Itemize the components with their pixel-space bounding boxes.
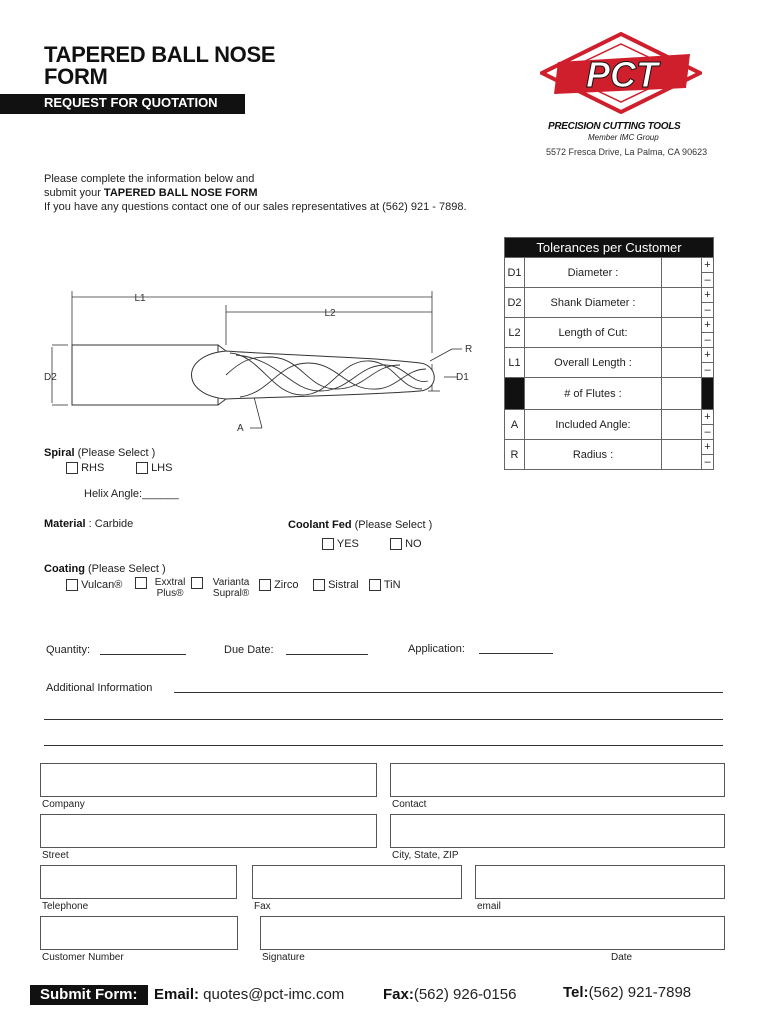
- tool-diagram: [40, 285, 480, 435]
- footer-email: [154, 986, 344, 1003]
- application-input-line[interactable]: [479, 653, 553, 654]
- additional-info-line-2[interactable]: [44, 719, 723, 720]
- row-code-l1: L1: [505, 348, 525, 378]
- minus-sign: –: [702, 363, 714, 378]
- plus-sign: +: [702, 258, 714, 273]
- sistral-checkbox[interactable]: [313, 579, 325, 591]
- spiral-option-lhs[interactable]: [136, 462, 172, 474]
- exxtral-checkbox[interactable]: [135, 577, 147, 589]
- row-code-r: R: [505, 440, 525, 470]
- subtitle: REQUEST FOR QUOTATION: [44, 95, 218, 110]
- spiral-section-label: [44, 447, 155, 459]
- page-title: [44, 44, 275, 88]
- quantity-input-line[interactable]: [100, 654, 186, 655]
- customer-number-caption: Customer Number: [42, 952, 124, 963]
- city-caption: City, State, ZIP: [392, 850, 459, 861]
- material-value: : Carbide: [85, 518, 134, 530]
- coolant-option-no[interactable]: [390, 538, 422, 550]
- label-r: R: [465, 344, 473, 355]
- yes-checkbox[interactable]: [322, 538, 334, 550]
- row-label-shank-diameter: Shank Diameter :: [525, 288, 662, 318]
- flutes-blank-cell: [702, 378, 714, 410]
- row-label-length-of-cut: Length of Cut:: [525, 318, 662, 348]
- tool-flutes: [192, 351, 435, 399]
- coating-option-varianta[interactable]: [191, 577, 256, 599]
- material-section: [44, 518, 133, 530]
- signature-caption: Signature: [262, 952, 305, 963]
- pct-logo: [540, 32, 702, 114]
- coating-section-label: [44, 563, 166, 575]
- plus-sign: +: [702, 440, 714, 455]
- row-code-a: A: [505, 410, 525, 440]
- spiral-label: Spiral: [44, 447, 75, 459]
- exxtral-label: Exxtral Plus®: [154, 577, 186, 599]
- length-of-cut-value-field[interactable]: [662, 318, 702, 348]
- label-a: A: [237, 423, 244, 434]
- quantity-label: Quantity:: [46, 644, 91, 656]
- additional-info-line-1[interactable]: [174, 692, 723, 693]
- row-code-l2: L2: [505, 318, 525, 348]
- intro-line-1: Please complete the information below and: [44, 173, 255, 185]
- signature-field[interactable]: [260, 916, 725, 950]
- minus-sign: –: [702, 303, 714, 318]
- plus-sign: +: [702, 348, 714, 363]
- email-caption: email: [477, 901, 501, 912]
- coating-option-vulcan[interactable]: [66, 579, 122, 591]
- coolant-hint: (Please Select ): [351, 519, 433, 531]
- intro-line-2: [44, 186, 467, 200]
- label-d1: D1: [456, 372, 469, 383]
- footer-fax-value: (562) 926-0156: [413, 986, 517, 1003]
- row-label-overall-length: Overall Length :: [525, 348, 662, 378]
- application-label: Application:: [408, 643, 465, 655]
- coating-option-tin[interactable]: [369, 579, 401, 591]
- yes-label: YES: [336, 538, 359, 550]
- rhs-label: RHS: [81, 462, 105, 474]
- sistral-label: Sistral: [328, 579, 359, 591]
- material-label: Material: [44, 518, 86, 530]
- lhs-checkbox[interactable]: [136, 462, 148, 474]
- intro-text: [44, 172, 467, 214]
- row-label-included-angle: Included Angle:: [525, 410, 662, 440]
- varianta-checkbox[interactable]: [191, 577, 203, 589]
- zirco-checkbox[interactable]: [259, 579, 271, 591]
- footer-fax: [383, 986, 516, 1003]
- spiral-option-rhs[interactable]: [66, 462, 104, 474]
- coolant-section-label: [288, 519, 432, 531]
- plus-sign: +: [702, 410, 714, 425]
- varianta-label: Varianta Supral®: [212, 577, 250, 599]
- flutes-value-field[interactable]: [662, 378, 702, 410]
- label-l2: L2: [324, 308, 336, 319]
- title-line-2: FORM: [44, 64, 108, 89]
- coating-option-exxtral[interactable]: [135, 577, 190, 599]
- submit-form-label: Submit Form:: [40, 986, 138, 1003]
- tolerances-table: [504, 237, 714, 470]
- brand-address: 5572 Fresca Drive, La Palma, CA 90623: [546, 147, 708, 157]
- label-l1: L1: [134, 293, 146, 304]
- minus-sign: –: [702, 455, 714, 470]
- shank-diameter-value-field[interactable]: [662, 288, 702, 318]
- vulcan-label: Vulcan®: [81, 579, 123, 591]
- title-line-1: TAPERED BALL NOSE: [44, 42, 276, 67]
- due-date-input-line[interactable]: [286, 654, 368, 655]
- footer-fax-label: Fax:: [383, 986, 414, 1003]
- coating-hint: (Please Select ): [84, 563, 166, 575]
- customer-number-field[interactable]: [40, 916, 238, 950]
- intro-line-2-bold: TAPERED BALL NOSE FORM: [103, 187, 258, 199]
- vulcan-checkbox[interactable]: [66, 579, 78, 591]
- city-state-zip-field[interactable]: [390, 814, 725, 848]
- contact-field[interactable]: [390, 763, 725, 797]
- brand-member: Member IMC Group: [588, 133, 659, 142]
- tin-label: TiN: [383, 579, 401, 591]
- overall-length-value-field[interactable]: [662, 348, 702, 378]
- street-caption: Street: [42, 850, 69, 861]
- footer-email-label: Email:: [154, 986, 200, 1003]
- coolant-option-yes[interactable]: [322, 538, 359, 550]
- date-caption: Date: [611, 952, 633, 963]
- telephone-field[interactable]: [40, 865, 237, 899]
- contact-caption: Contact: [392, 799, 427, 810]
- row-label-flutes: # of Flutes :: [525, 378, 662, 410]
- company-field[interactable]: [40, 763, 377, 797]
- minus-sign: –: [702, 425, 714, 440]
- tolerances-header: Tolerances per Customer: [505, 238, 714, 258]
- tin-checkbox[interactable]: [369, 579, 381, 591]
- coolant-label: Coolant Fed: [288, 519, 352, 531]
- minus-sign: –: [702, 273, 714, 288]
- fax-field[interactable]: [252, 865, 462, 899]
- fax-caption: Fax: [254, 901, 271, 912]
- row-code-d2: D2: [505, 288, 525, 318]
- brand-name: PRECISION CUTTING TOOLS: [548, 121, 681, 132]
- intro-line-3: If you have any questions contact one of our sales representatives at (562) 921 - 7898.: [44, 201, 467, 213]
- no-checkbox[interactable]: [390, 538, 402, 550]
- footer-email-value[interactable]: quotes@pct-imc.com: [199, 986, 345, 1003]
- lhs-label: LHS: [151, 462, 173, 474]
- coating-option-zirco[interactable]: [259, 579, 299, 591]
- email-field[interactable]: [475, 865, 725, 899]
- additional-info-line-3[interactable]: [44, 745, 723, 746]
- company-caption: Company: [42, 799, 85, 810]
- coating-label: Coating: [44, 563, 85, 575]
- row-code-flutes: [505, 378, 525, 410]
- zirco-label: Zirco: [274, 579, 299, 591]
- label-d2: D2: [44, 372, 57, 383]
- footer-tel-label: Tel:: [563, 984, 589, 1001]
- radius-value-field[interactable]: [662, 440, 702, 470]
- no-label: NO: [405, 538, 422, 550]
- row-code-d1: D1: [505, 258, 525, 288]
- rhs-checkbox[interactable]: [66, 462, 78, 474]
- minus-sign: –: [702, 333, 714, 348]
- street-field[interactable]: [40, 814, 377, 848]
- row-label-diameter: Diameter :: [525, 258, 662, 288]
- diameter-value-field[interactable]: [662, 258, 702, 288]
- row-label-radius: Radius :: [525, 440, 662, 470]
- helix-angle-field[interactable]: Helix Angle:______: [84, 488, 179, 500]
- plus-sign: +: [702, 318, 714, 333]
- included-angle-value-field[interactable]: [662, 410, 702, 440]
- footer-tel: [563, 984, 691, 1001]
- due-date-label: Due Date:: [224, 644, 274, 656]
- spiral-hint: (Please Select ): [74, 447, 156, 459]
- coating-option-sistral[interactable]: [313, 579, 359, 591]
- footer-tel-value: (562) 921-7898: [588, 984, 692, 1001]
- additional-info-label: Additional Information: [46, 682, 153, 694]
- plus-sign: +: [702, 288, 714, 303]
- intro-line-2-prefix: submit your: [44, 187, 104, 199]
- telephone-caption: Telephone: [42, 901, 89, 912]
- logo-text: PCT: [586, 54, 658, 95]
